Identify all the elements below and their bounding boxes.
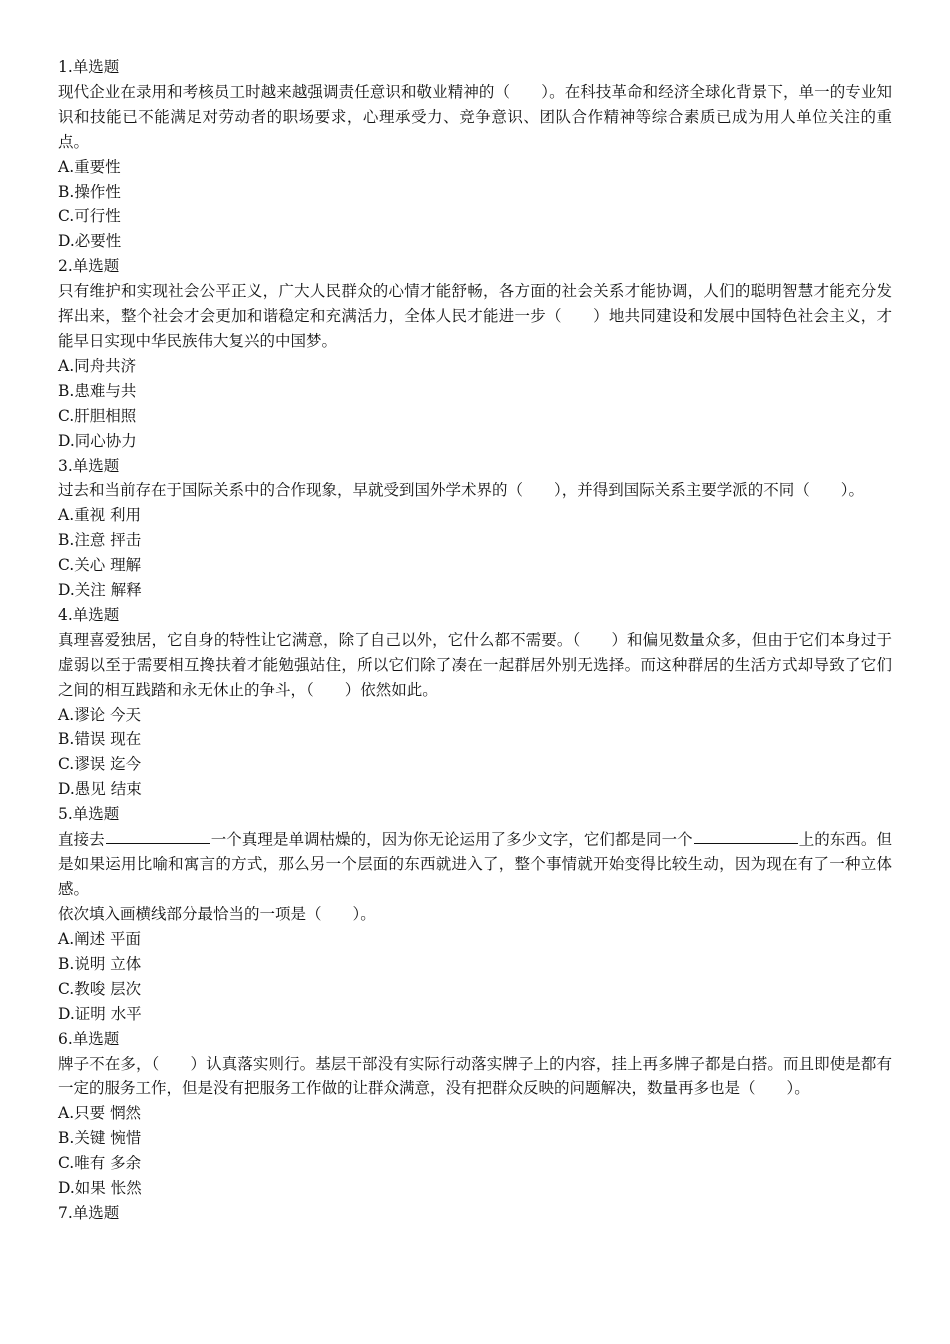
- question-stem: [58, 827, 892, 902]
- question-3: [58, 454, 892, 603]
- question-4: [58, 603, 892, 802]
- option-c: C.肝胆相照: [58, 406, 137, 425]
- stem-part-1: 直接去: [58, 830, 105, 849]
- question-number: 5.单选题: [58, 805, 120, 824]
- option-a: A.谬论 今天: [58, 705, 142, 724]
- option-c: C.唯有 多余: [58, 1154, 142, 1173]
- question-stem: 牌子不在多，（ ）认真落实则行。基层干部没有实际行动落实牌子上的内容，挂上再多牌子都是白搭。而且即使是都有一定的服务工作，但是没有把服务工作做的让群众满意，没有把群众反映的问题解决，数量再多也是（ ）。: [58, 1054, 892, 1098]
- fill-blank-2: [694, 827, 798, 844]
- question-number: 2.单选题: [58, 257, 120, 276]
- question-6: [58, 1027, 892, 1201]
- question-7: [58, 1201, 892, 1226]
- option-a: A.同舟共济: [58, 356, 137, 375]
- option-b: B.患难与共: [58, 381, 137, 400]
- option-c: C.关心 理解: [58, 556, 142, 575]
- question-stem: 真理喜爱独居，它自身的特性让它满意，除了自己以外，它什么都不需要。（ ）和偏见数量众多，但由于它们本身过于虚弱以至于需要相互搀扶着才能勉强站住，所以它们除了凑在一起群居外别无选择。而这种群居的生活方式却导致了它们之间的相互践踏和永无休止的争斗，（ ）依然如此。: [58, 630, 892, 699]
- question-instruction: 依次填入画横线部分最恰当的一项是（ ）。: [58, 905, 376, 924]
- option-b: B.错误 现在: [58, 730, 142, 749]
- question-number: 7.单选题: [58, 1203, 120, 1222]
- option-c: C.可行性: [58, 207, 121, 226]
- question-2: [58, 254, 892, 453]
- option-b: B.注意 抨击: [58, 531, 142, 550]
- option-d: D.必要性: [58, 232, 122, 251]
- option-b: B.说明 立体: [58, 954, 142, 973]
- question-5: [58, 802, 892, 1026]
- option-a: A.重要性: [58, 157, 121, 176]
- option-d: D.同心协力: [58, 431, 137, 450]
- question-number: 4.单选题: [58, 605, 120, 624]
- option-c: C.教唆 层次: [58, 979, 142, 998]
- exam-page: [58, 55, 892, 1226]
- option-d: D.如果 怅然: [58, 1179, 142, 1198]
- option-a: A.阐述 平面: [58, 929, 142, 948]
- stem-part-2: 一个真理是单调枯燥的，因为你无论运用了多少文字，它们都是同一个: [210, 830, 693, 849]
- question-number: 6.单选题: [58, 1029, 120, 1048]
- fill-blank-1: [106, 827, 210, 844]
- option-b: B.操作性: [58, 182, 121, 201]
- question-stem: 只有维护和实现社会公平正义，广大人民群众的心情才能舒畅，各方面的社会关系才能协调，人们的聪明智慧才能充分发挥出来，整个社会才会更加和谐稳定和充满活力，全体人民才能进一步（ ）地共同建设和发展中国特色社会主义，才能早日实现中华民族伟大复兴的中国梦。: [58, 282, 892, 350]
- option-d: D.愚见 结束: [58, 780, 142, 799]
- question-number: 3.单选题: [58, 456, 120, 475]
- option-a: A.重视 利用: [58, 506, 142, 525]
- option-d: D.证明 水平: [58, 1004, 142, 1023]
- option-a: A.只要 惘然: [58, 1104, 142, 1123]
- question-1: [58, 55, 892, 254]
- question-stem: 现代企业在录用和考核员工时越来越强调责任意识和敬业精神的（ ）。在科技革命和经济全球化背景下，单一的专业知识和技能已不能满足对劳动者的职场要求，心理承受力、竞争意识、团队合作精神等综合素质已成为用人单位关注的重点。: [58, 82, 892, 151]
- option-c: C.谬误 迄今: [58, 755, 142, 774]
- question-stem: 过去和当前存在于国际关系中的合作现象，早就受到国外学术界的（ ），并得到国际关系主要学派的不同（ ）。: [58, 481, 865, 500]
- stem-part-3: 上的东西。但是如果运用比喻和寓言的方式，那么另一个层面的东西就进入了，整个事情就开始变得比较生动，因为现在有了一种立体感。: [58, 830, 892, 899]
- option-b: B.关键 惋惜: [58, 1129, 142, 1148]
- option-d: D.关注 解释: [58, 581, 142, 600]
- question-number: 1.单选题: [58, 58, 120, 76]
